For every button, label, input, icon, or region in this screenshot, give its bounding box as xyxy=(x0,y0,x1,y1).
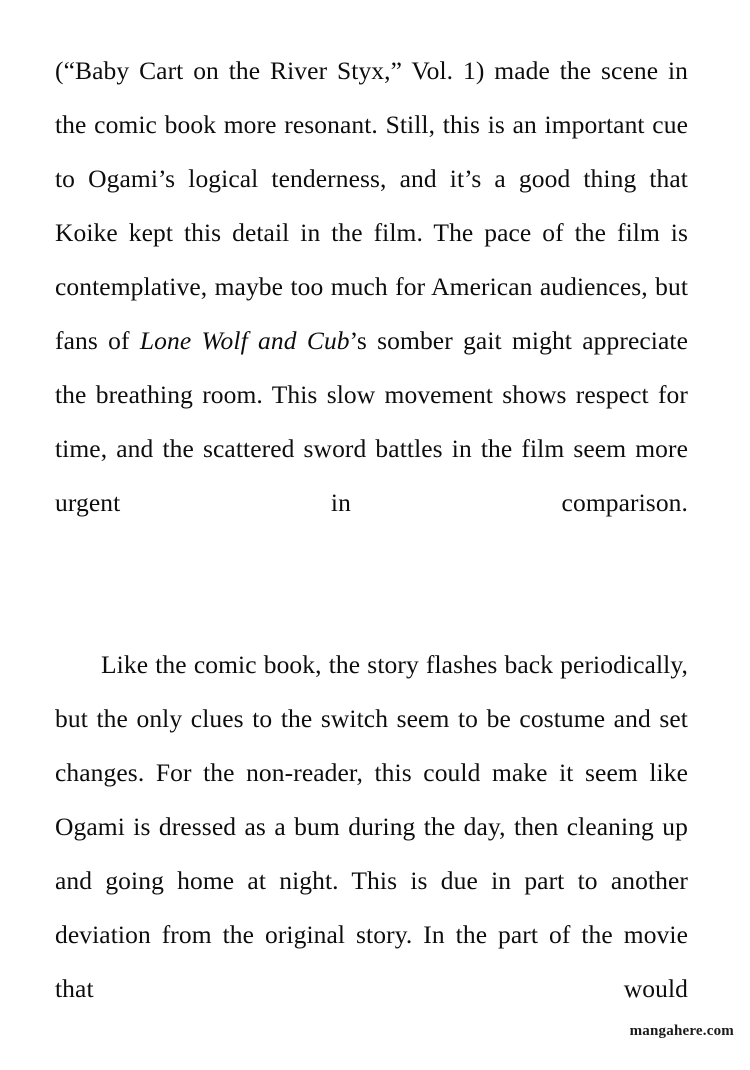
site-watermark: mangahere.com xyxy=(629,1023,734,1039)
paragraph-2 xyxy=(55,638,688,1070)
paragraph-1-run-1: (“Baby Cart on the River Styx,” Vol. 1) made the scene in the comic book more resonant. Still, this is an important cue to Ogami’s logical tenderness, and it’s a good thing that Koike kept this detail in the film. The pace of the film is contemplative, maybe too much for American audiences, but fans of xyxy=(55,56,688,355)
page-text-body xyxy=(55,44,688,1070)
paragraph-1 xyxy=(55,44,688,584)
paragraph-2-run-1: Like the comic book, the story flashes back periodically, but the only clues to the switch seem to be costume and set changes. For the non-reader, this could make it seem like Ogami is dressed as a bum during the day, then cleaning up and going home at night. This is due in part to another deviation from the original story. In the part of the movie that would xyxy=(55,650,688,1003)
paragraph-1-run-2-title: Lone Wolf and Cub xyxy=(139,326,350,355)
paragraph-1-run-3: ’s somber gait might appreciate the breathing room. This slow movement shows respect for time, and the scattered sword battles in the film seem more urgent in comparison. xyxy=(55,326,689,517)
